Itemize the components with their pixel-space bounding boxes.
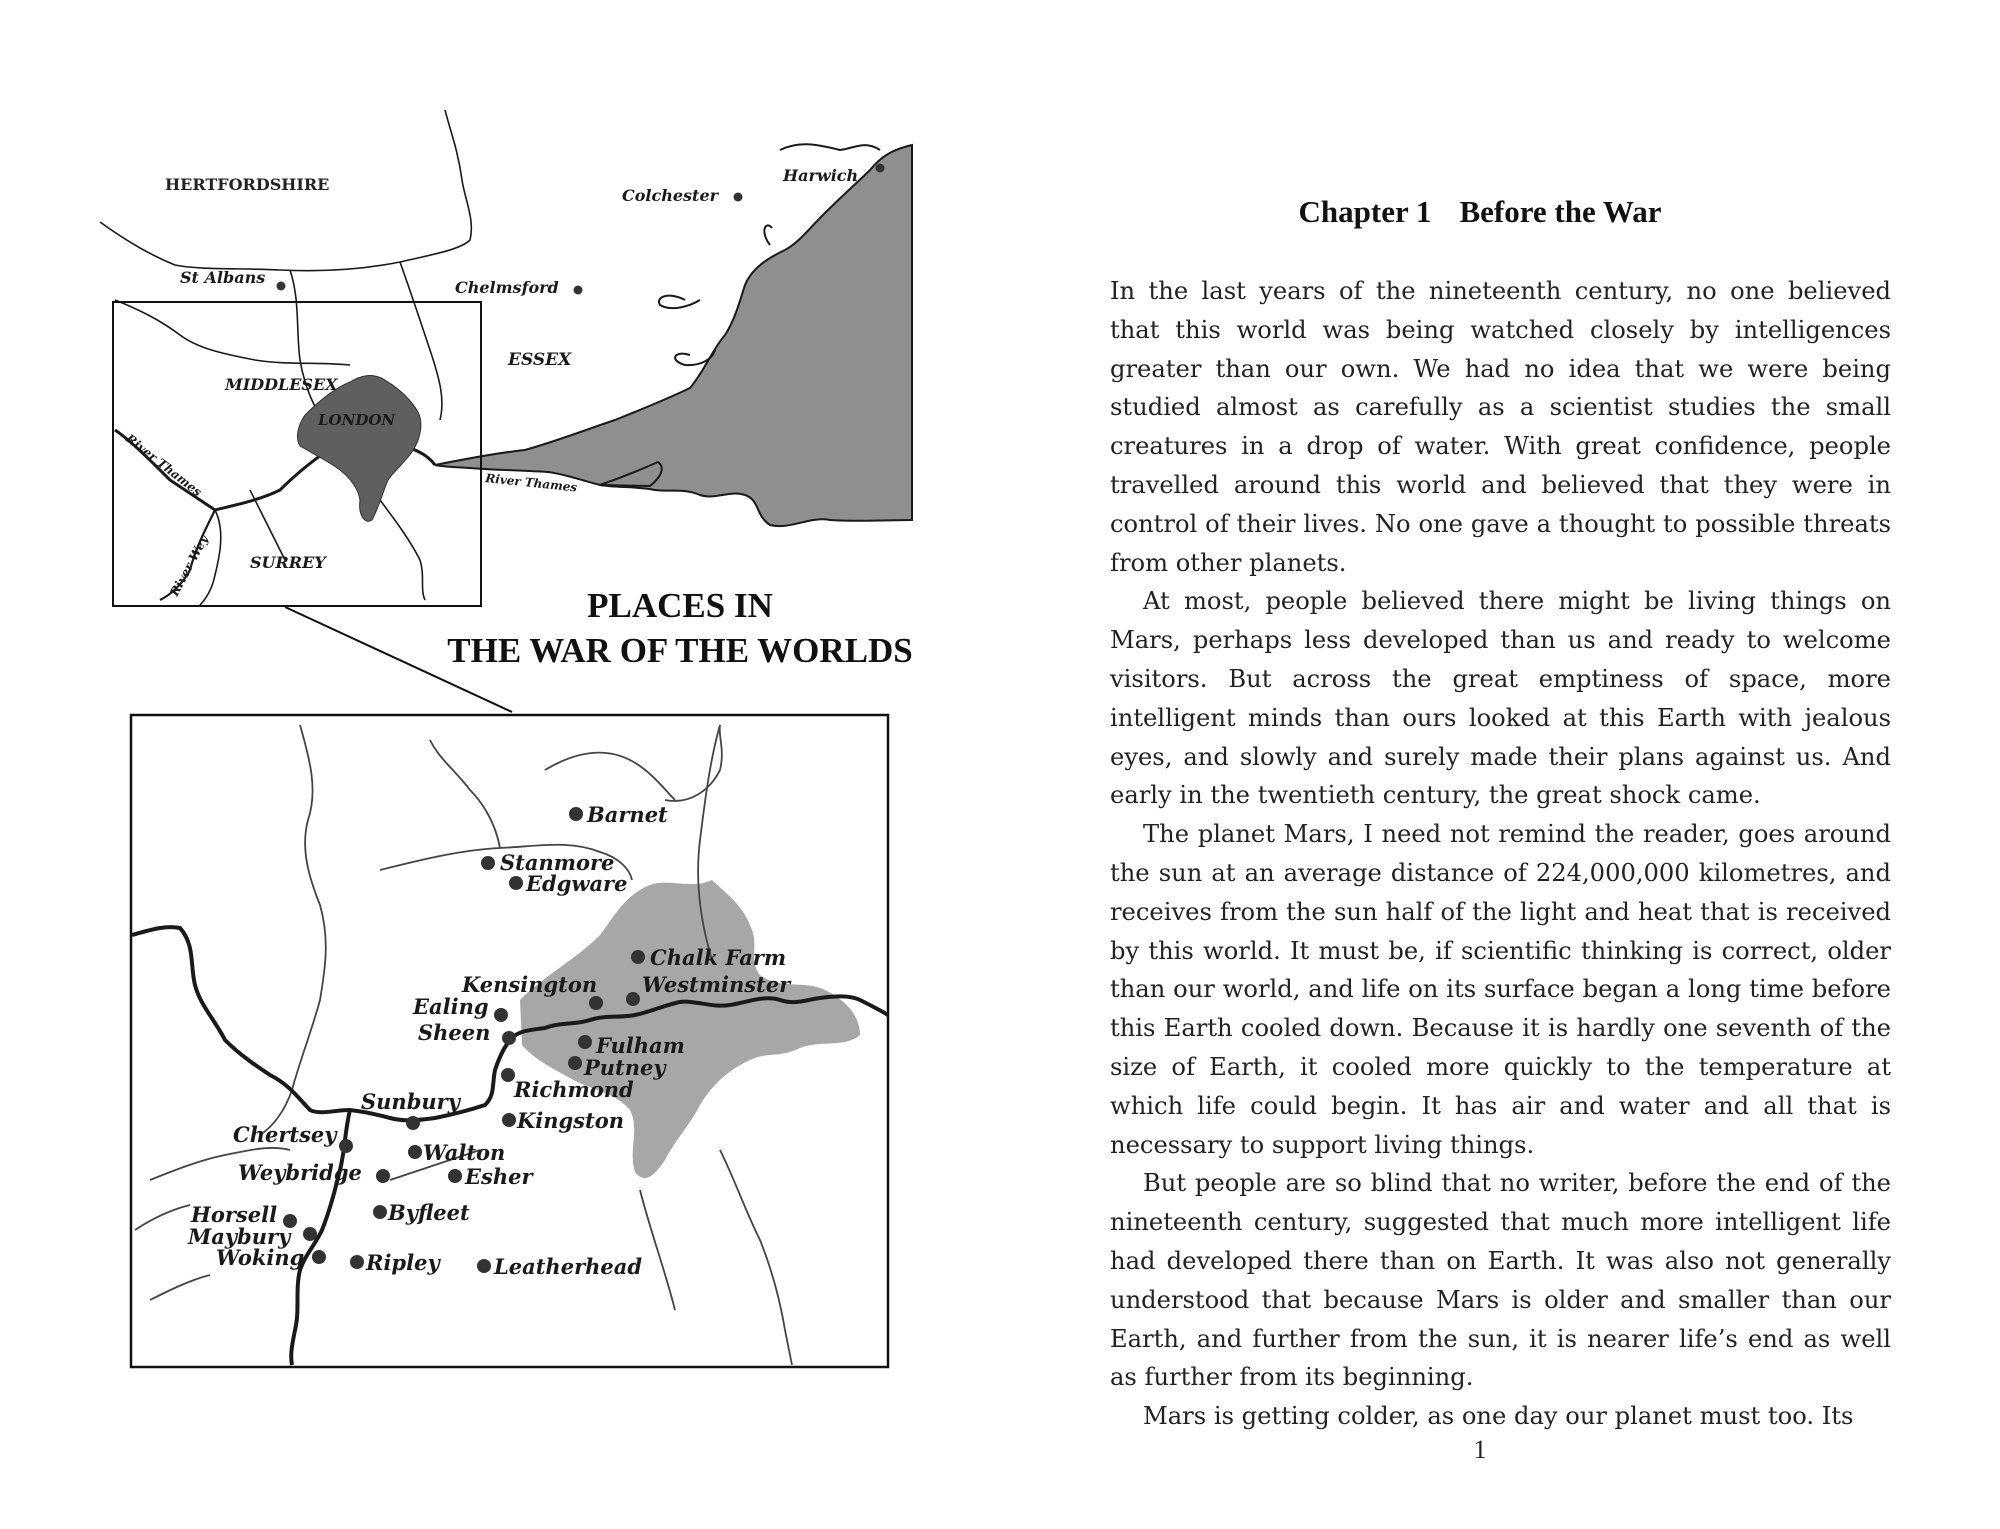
place-putney: Putney: [584, 1055, 666, 1080]
paragraph: Mars is getting colder, as one day our planet must too. Its: [1143, 1402, 1854, 1431]
label-middlesex: MIDDLESEX: [225, 375, 338, 394]
place-fulham: Fulham: [596, 1033, 685, 1058]
place-weybridge: Weybridge: [238, 1160, 362, 1185]
text-page: [1080, 0, 1920, 1529]
label-river-thames-east: River Thames: [484, 471, 578, 495]
label-surrey: SURREY: [250, 553, 326, 572]
chapter-title: Before the War: [1459, 194, 1662, 229]
chapter-heading: [1080, 194, 1880, 230]
place-horsell: Horsell: [191, 1202, 278, 1227]
place-stanmore: Stanmore: [500, 850, 615, 875]
place-chalk-farm: Chalk Farm: [650, 945, 787, 970]
label-river-wey: River Wey: [167, 532, 211, 599]
town-st-albans: St Albans: [180, 268, 266, 287]
place-ripley: Ripley: [366, 1250, 440, 1275]
place-walton: Walton: [423, 1140, 506, 1165]
place-byfleet: Byfleet: [388, 1200, 470, 1225]
label-london: LONDON: [318, 411, 396, 429]
paragraph: The planet Mars, I need not remind the reader, goes around the sun at an average distance of 224,000,000 kilometres, and receives from the sun half of the light and heat that is received by this world. It must be, if scientific thinking is correct, older than our world, and life on its surface began a long time before this Earth cooled down. Because it is hardly one seventh of the size of Earth, it cooled more quickly to the temperature at which life could begin. It has air and water and all that is necessary to support living things.: [1110, 820, 1891, 1159]
overview-map: [100, 110, 913, 712]
place-woking: Woking: [216, 1245, 305, 1270]
place-sunbury: Sunbury: [361, 1089, 460, 1114]
place-ealing: Ealing: [413, 994, 489, 1019]
detail-map: [131, 715, 888, 1367]
label-hertfordshire: HERTFORDSHIRE: [165, 175, 330, 194]
place-kingston: Kingston: [517, 1108, 624, 1133]
place-sheen: Sheen: [418, 1020, 491, 1045]
place-barnet: Barnet: [587, 802, 668, 827]
map-title-line1: PLACES IN: [587, 586, 773, 625]
london-area: [298, 376, 421, 522]
label-essex: ESSEX: [508, 350, 572, 370]
town-harwich: Harwich: [783, 166, 859, 185]
place-kensington: Kensington: [462, 972, 598, 997]
town-colchester: Colchester: [622, 186, 719, 205]
place-chertsey: Chertsey: [233, 1122, 337, 1147]
place-westminster: Westminster: [642, 972, 791, 997]
paragraph: In the last years of the nineteenth century, no one believed that this world was being watched closely by intelligences greater than our own. We had no idea that we were being studied almost as carefully as a scientist studies the small creatures in a drop of water. With great confidence, people travelled around this world and believed that they were in control of their lives. No one gave a thought to possible threats from other planets.: [1110, 277, 1891, 577]
map-title-line2: THE WAR OF THE WORLDS: [447, 631, 913, 670]
paragraph: At most, people believed there might be living things on Mars, perhaps less developed than us and ready to welcome visitors. But across the great emptiness of space, more intelligent minds than ours looked at this Earth with jealous eyes, and slowly and surely made their plans against us. And early in the twentieth century, the great shock came.: [1110, 587, 1891, 810]
town-chelmsford: Chelmsford: [455, 278, 559, 297]
chapter-number: Chapter 1: [1298, 194, 1432, 229]
label-river-thames-west: River Thames: [123, 431, 205, 500]
place-esher: Esher: [465, 1164, 533, 1189]
place-richmond: Richmond: [514, 1077, 634, 1102]
chapter-body: [1110, 272, 1891, 1436]
place-leatherhead: Leatherhead: [494, 1254, 643, 1279]
paragraph: But people are so blind that no writer, before the end of the nineteenth century, suggested that much more intelligent life had developed there than on Earth. It was also not generally understood that because Mars is older and smaller than our Earth, and further from the sun, it is nearer life’s end as well as further from its beginning.: [1110, 1169, 1891, 1392]
page-number: 1: [1473, 1435, 1487, 1464]
place-maybury: Maybury: [188, 1224, 291, 1249]
place-edgware: Edgware: [526, 871, 628, 896]
